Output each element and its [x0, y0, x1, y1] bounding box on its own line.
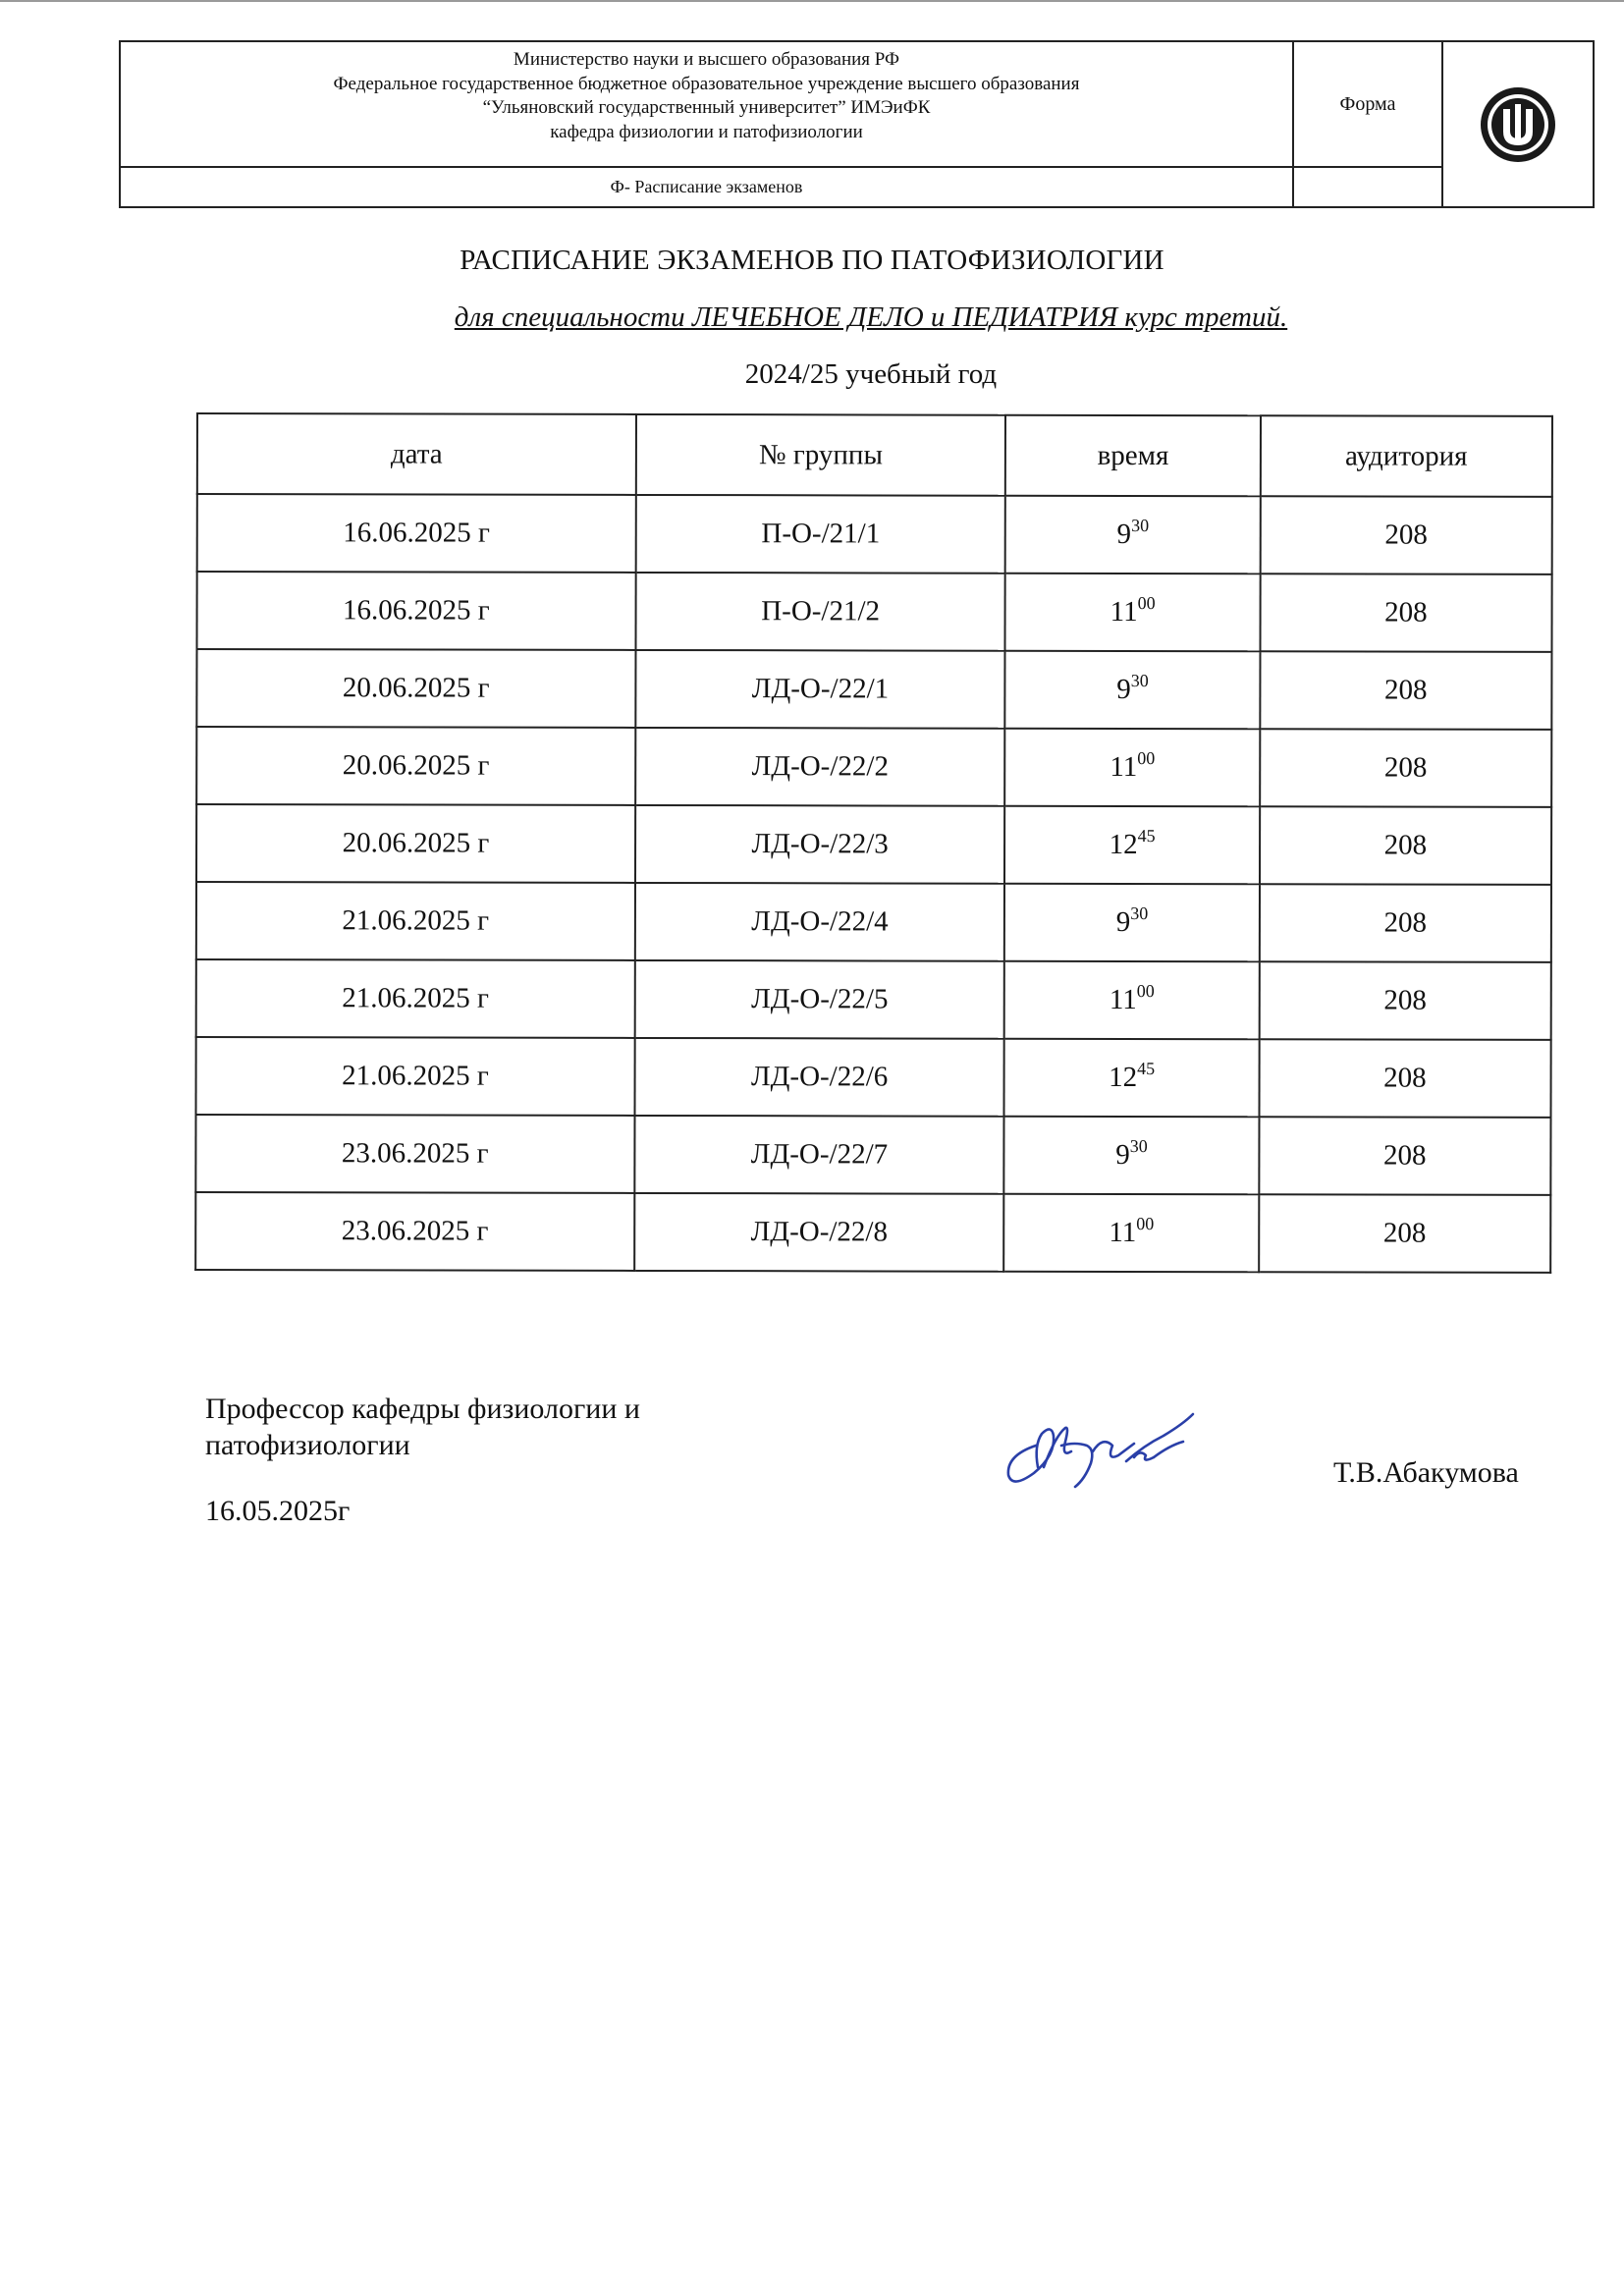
academic-year: 2024/25 учебный год: [744, 358, 998, 390]
time-hour: 9: [1116, 518, 1132, 550]
cell-time: [1004, 806, 1259, 885]
cell-group: ЛД-О-/22/8: [634, 1193, 1004, 1272]
cell-group: ЛД-О-/22/2: [635, 728, 1005, 806]
time-hour: 11: [1110, 595, 1138, 629]
table-row: [196, 882, 1551, 962]
cell-time: [1005, 729, 1260, 807]
table-row: [195, 1192, 1550, 1273]
cell-room: 208: [1260, 729, 1551, 807]
cell-group: ЛД-О-/22/6: [634, 1038, 1004, 1117]
cell-date: 20.06.2025 г: [196, 804, 635, 883]
time-hour: 9: [1116, 673, 1131, 705]
cell-room: 208: [1260, 806, 1551, 885]
scan-edge-line: [0, 0, 1624, 2]
table-row: [196, 804, 1551, 885]
time-minutes: 30: [1131, 515, 1150, 536]
table-row: [196, 727, 1551, 807]
cell-room: 208: [1259, 961, 1550, 1040]
cell-group: ЛД-О-/22/4: [635, 883, 1005, 961]
time-minutes: 00: [1137, 748, 1156, 769]
table-body: [195, 494, 1552, 1273]
cell-date: 16.06.2025 г: [196, 572, 635, 650]
table-row: [196, 959, 1551, 1040]
cell-time: [1004, 884, 1259, 962]
cell-room: 208: [1259, 1194, 1550, 1273]
table-row: [196, 572, 1551, 652]
time-hour: 12: [1109, 1061, 1138, 1094]
signer-name: Т.В.Абакумова: [1333, 1456, 1519, 1489]
time-minutes: 30: [1129, 1135, 1148, 1157]
time-minutes: 00: [1137, 593, 1156, 614]
document-header: [119, 40, 1595, 208]
cell-time: [1005, 496, 1260, 574]
cell-group: П-О-/21/2: [635, 573, 1005, 651]
time-minutes: 00: [1136, 981, 1155, 1002]
header-empty-cell: [1294, 168, 1443, 206]
cell-room: 208: [1260, 651, 1551, 730]
cell-time: [1004, 961, 1259, 1040]
time-minutes: 30: [1130, 902, 1149, 924]
table-row: [197, 494, 1552, 574]
cell-date: 20.06.2025 г: [196, 649, 635, 728]
time-minutes: 00: [1136, 1214, 1155, 1234]
cell-date: 21.06.2025 г: [196, 882, 635, 960]
cell-room: 208: [1259, 1117, 1550, 1195]
signer-position-line-2: патофизиологии: [205, 1429, 410, 1461]
cell-room: 208: [1260, 884, 1551, 962]
cell-date: 21.06.2025 г: [196, 959, 635, 1038]
column-header-time: время: [1005, 415, 1260, 497]
time-hour: 11: [1110, 750, 1138, 784]
university-line: “Ульяновский государственный университет” ИМЭиФК: [482, 97, 931, 118]
time-hour: 11: [1109, 1216, 1137, 1249]
table-row: [195, 1115, 1550, 1195]
cell-time: [1004, 1117, 1259, 1195]
signer-position-line-1: Профессор кафедры физиологии и: [205, 1393, 640, 1425]
university-emblem-icon: [1443, 42, 1593, 206]
form-label: Форма: [1294, 42, 1443, 168]
time-minutes: 45: [1137, 1059, 1156, 1079]
time-minutes: 45: [1137, 826, 1156, 847]
cell-group: ЛД-О-/22/7: [634, 1116, 1004, 1194]
cell-date: 21.06.2025 г: [196, 1037, 635, 1116]
cell-time: [1005, 651, 1260, 730]
time-hour: 9: [1115, 1138, 1130, 1171]
cell-date: 20.06.2025 г: [196, 727, 635, 805]
cell-date: 23.06.2025 г: [195, 1192, 634, 1271]
exam-schedule-table: [194, 412, 1553, 1274]
time-hour: 9: [1115, 905, 1131, 938]
institution-type-line: Федеральное государственное бюджетное образовательное учреждение высшего образования: [333, 73, 1080, 94]
signature-date: 16.05.2025г: [205, 1495, 351, 1527]
table-row: [196, 1037, 1551, 1118]
cell-room: 208: [1260, 496, 1551, 574]
time-hour: 12: [1109, 828, 1138, 861]
column-header-group: № группы: [635, 414, 1005, 496]
signer-position: [205, 1391, 640, 1463]
cell-room: 208: [1259, 1039, 1550, 1118]
cell-group: ЛД-О-/22/3: [635, 805, 1005, 884]
department-line: кафедра физиологии и патофизиологии: [550, 121, 863, 142]
cell-time: [1004, 1194, 1259, 1273]
column-header-date: дата: [197, 413, 636, 495]
organization-block: [121, 42, 1294, 168]
cell-date: 23.06.2025 г: [195, 1115, 634, 1193]
table-row: [196, 649, 1551, 730]
document-type-label: Ф- Расписание экзаменов: [121, 168, 1294, 206]
page-subtitle: для специальности ЛЕЧЕБНОЕ ДЕЛО и ПЕДИАТРИЯ курс третий.: [454, 301, 1288, 333]
cell-group: ЛД-О-/22/1: [635, 650, 1005, 729]
ministry-line: Министерство науки и высшего образования РФ: [513, 49, 900, 70]
handwritten-signature-icon: [997, 1406, 1213, 1500]
time-minutes: 30: [1130, 670, 1149, 691]
cell-time: [1005, 574, 1260, 652]
cell-group: ЛД-О-/22/5: [634, 960, 1004, 1039]
cell-time: [1004, 1039, 1259, 1118]
cell-room: 208: [1260, 574, 1551, 652]
cell-group: П-О-/21/1: [635, 495, 1005, 574]
cell-date: 16.06.2025 г: [197, 494, 636, 573]
column-header-room: аудитория: [1261, 415, 1552, 497]
table-header-row: [197, 413, 1552, 497]
time-hour: 11: [1109, 983, 1137, 1016]
page-title: РАСПИСАНИЕ ЭКЗАМЕНОВ ПО ПАТОФИЗИОЛОГИИ: [460, 245, 1164, 276]
